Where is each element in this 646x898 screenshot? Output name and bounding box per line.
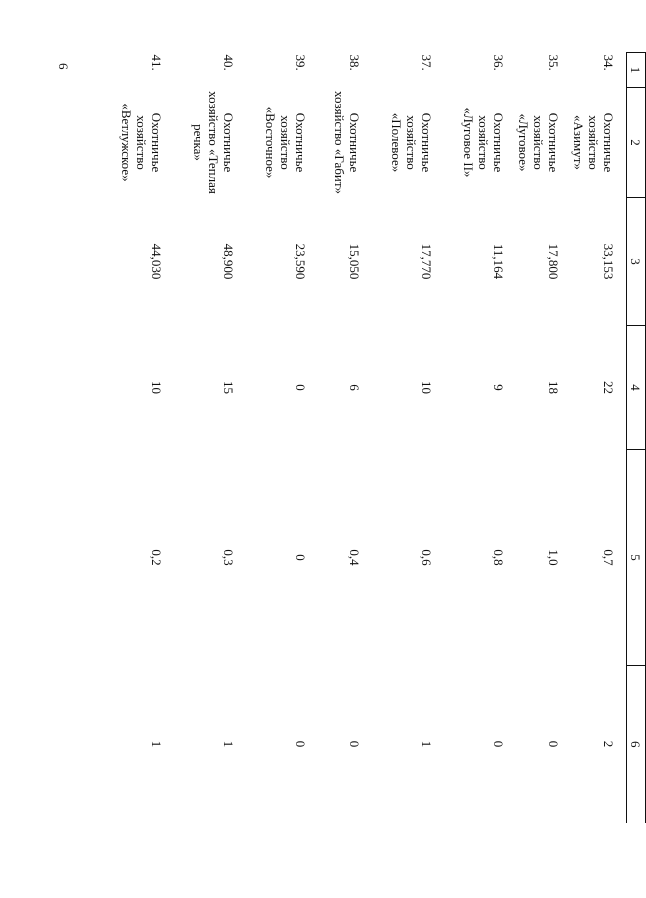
header-col-6: 6 [627,666,646,823]
cell-col-4: 15 [221,381,236,394]
row-number: 39. [293,54,308,71]
rotated-table-container [116,52,646,822]
table-header-row [627,53,646,823]
cell-col-5: 0,4 [347,549,362,566]
cell-col-5: 0,2 [149,549,164,566]
cell-col-3: 44,030 [149,243,164,280]
cell-col-4: 6 [347,384,362,391]
row-number: 34. [601,54,616,71]
cell-col-3: 17,770 [419,243,434,280]
cell-col-4: 9 [491,384,506,391]
header-col-2: 2 [627,88,646,198]
table-row [571,53,627,823]
row-number: 36. [491,54,506,71]
cell-col-6: 0 [347,740,362,748]
cell-col-4: 10 [149,381,164,394]
farm-name: Охотничье хозяйство «Луговое II» [461,107,506,178]
farm-name: Охотничье хозяйство «Восточное» [263,106,308,179]
header-col-1: 1 [627,53,646,88]
header-col-5: 5 [627,450,646,666]
cell-col-4: 22 [601,381,616,394]
cell-col-5: 0,6 [419,549,434,566]
table-row [444,53,516,823]
cell-col-4: 18 [546,381,561,394]
cell-col-3: 17,800 [546,243,561,280]
row-number: 40. [221,54,236,71]
hunting-farms-table [94,52,646,823]
cell-col-5: 0,3 [221,549,236,566]
farm-name: Охотничье хозяйство «Ветлужское» [119,103,164,182]
cell-col-5: 0,8 [491,549,506,566]
cell-col-6: 1 [419,740,434,748]
cell-col-3: 23,590 [293,243,308,280]
row-number: 38. [347,54,362,71]
cell-col-6: 0 [293,740,308,748]
row-number: 41. [149,54,164,71]
cell-col-5: 0,7 [601,549,616,566]
cell-col-6: 2 [601,740,616,748]
header-col-4: 4 [627,326,646,450]
table-row [318,53,372,823]
cell-col-3: 15,050 [347,243,362,280]
table-row [246,53,318,823]
table-row [372,53,444,823]
farm-name: Охотничье хозяйство «Луговое» [516,112,561,173]
row-number: 37. [419,54,434,71]
farm-name: Охотничье хозяйство «Теплая речка» [191,91,236,194]
table-row [94,53,174,823]
farm-name: Охотничье хозяйство «Полевое» [389,112,434,173]
header-col-3: 3 [627,198,646,326]
cell-col-3: 33,153 [601,243,616,280]
table-row [516,53,571,823]
cell-col-5: 0 [293,554,308,561]
cell-col-6: 1 [149,740,164,748]
cell-col-4: 10 [419,381,434,394]
farm-name: Охотничье хозяйство «Азимут» [571,112,616,173]
page-number: 6 [56,63,71,70]
cell-col-3: 11,164 [491,243,506,280]
cell-col-5: 1,0 [546,549,561,566]
farm-name: Охотничье хозяйство «Габит» [332,90,362,195]
cell-col-6: 1 [221,740,236,748]
cell-col-4: 0 [293,384,308,391]
cell-col-3: 48,900 [221,243,236,280]
cell-col-6: 0 [546,740,561,748]
cell-col-6: 0 [491,740,506,748]
row-number: 35. [546,54,561,71]
table-row [174,53,246,823]
